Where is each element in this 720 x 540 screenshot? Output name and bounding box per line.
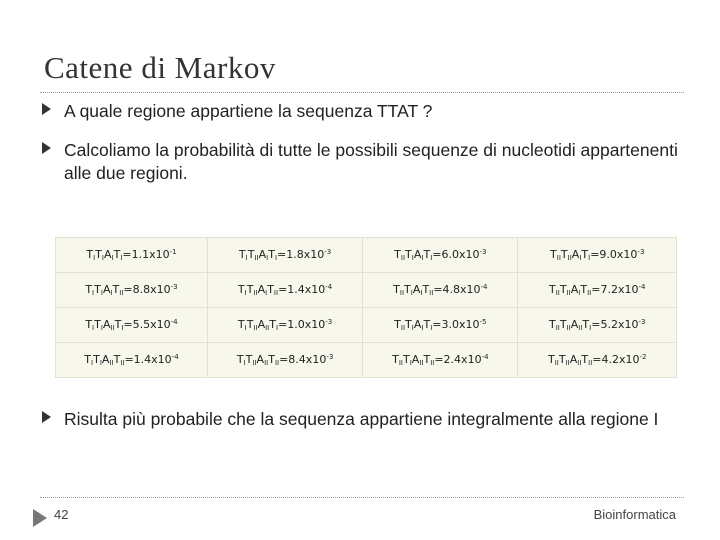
region-subscript: II: [578, 324, 583, 332]
bullet-1-text: A quale regione appartiene la sequenza TTAT ?: [64, 101, 433, 121]
region-subscript: I: [275, 324, 279, 332]
region-subscript: II: [419, 359, 424, 367]
region-subscript: II: [274, 359, 280, 367]
table-cell: [56, 238, 208, 273]
region-subscript: II: [400, 254, 406, 262]
region-subscript: II: [429, 289, 434, 297]
nucleotide: T: [268, 248, 275, 261]
nucleotide: T: [394, 248, 401, 261]
nucleotide: T: [94, 318, 101, 331]
probability-exponent: -1: [169, 248, 177, 256]
probability-exponent: -2: [639, 353, 647, 361]
nucleotide: T: [112, 283, 120, 296]
region-subscript: II: [264, 359, 269, 367]
nucleotide: A: [569, 353, 578, 366]
probability-value: =3.0x10: [432, 318, 480, 331]
nucleotide: T: [581, 353, 589, 366]
region-subscript: I: [588, 254, 591, 262]
table-cell: [363, 308, 518, 343]
table-cell: [207, 343, 362, 378]
nucleotide: T: [95, 248, 102, 261]
bullet-2: [42, 139, 682, 185]
table-cell: [518, 308, 677, 343]
table-row: [56, 308, 677, 343]
table-row: [56, 273, 677, 308]
nucleotide: T: [547, 353, 555, 366]
probability-value: =1.1x10: [122, 248, 170, 261]
table-cell: [518, 238, 677, 273]
nucleotide: T: [84, 353, 92, 366]
probability-exponent: -4: [638, 283, 646, 291]
nucleotide: T: [558, 353, 566, 366]
region-subscript: II: [556, 254, 561, 262]
region-subscript: II: [567, 254, 572, 262]
probability-exponent: -3: [170, 283, 178, 291]
region-subscript: I: [244, 324, 247, 332]
nucleotide: T: [267, 283, 274, 296]
probability-exponent: -3: [324, 248, 332, 256]
probability-exponent: -3: [325, 318, 333, 326]
region-subscript: I: [421, 324, 424, 332]
nucleotide: A: [570, 318, 579, 331]
region-subscript: I: [411, 324, 414, 332]
region-subscript: II: [555, 324, 560, 332]
region-subscript: II: [555, 289, 560, 297]
probability-exponent: -4: [170, 318, 178, 326]
region-subscript: I: [579, 254, 582, 262]
nucleotide: T: [94, 283, 101, 296]
nucleotide: A: [257, 318, 266, 331]
nucleotide: A: [257, 283, 266, 296]
nucleotide: T: [393, 283, 400, 296]
region-subscript: II: [120, 359, 125, 367]
region-subscript: II: [565, 359, 570, 367]
probability-value: =1.4x10: [278, 283, 326, 296]
nucleotide: T: [559, 283, 567, 296]
nucleotide: T: [423, 248, 431, 261]
bullet-arrow-icon: [42, 142, 51, 154]
region-subscript: II: [577, 359, 582, 367]
table-cell: [207, 308, 362, 343]
nucleotide: A: [102, 283, 111, 296]
bullet-2-text: Calcoliamo la probabilità di tutte le possibili sequenze di nucleotidi appartenenti alle due regioni.: [64, 140, 678, 183]
probability-exponent: -4: [325, 283, 333, 291]
probability-exponent: -5: [479, 318, 487, 326]
course-name: Bioinformatica: [593, 507, 676, 522]
probability-exponent: -4: [480, 283, 488, 291]
nucleotide: T: [549, 283, 556, 296]
probability-value: =1.8x10: [277, 248, 325, 261]
region-subscript: I: [409, 359, 412, 367]
probability-value: =7.2x10: [591, 283, 639, 296]
nucleotide: T: [560, 248, 568, 261]
nucleotide: T: [245, 353, 253, 366]
nucleotide: A: [413, 318, 422, 331]
region-subscript: I: [100, 324, 103, 332]
probability-value: =1.4x10: [124, 353, 172, 366]
region-subscript: I: [410, 289, 413, 297]
nucleotide: T: [85, 283, 93, 296]
probability-value: =8.8x10: [123, 283, 171, 296]
nucleotide: A: [570, 283, 579, 296]
region-subscript: I: [274, 254, 278, 262]
region-subscript: I: [589, 324, 592, 332]
bullet-3: [42, 408, 682, 431]
region-subscript: II: [398, 359, 403, 367]
probability-value: =2.4x10: [434, 353, 482, 366]
nucleotide: T: [236, 353, 244, 366]
probability-exponent: -3: [638, 318, 646, 326]
region-subscript: II: [254, 254, 259, 262]
nucleotide: T: [559, 318, 567, 331]
bullet-arrow-icon: [42, 411, 51, 423]
region-subscript: II: [554, 359, 559, 367]
page-number: 42: [54, 507, 69, 522]
bullet-3-text: Risulta più probabile che la sequenza appartiene integralmente alla regione I: [64, 409, 659, 429]
nucleotide: T: [581, 248, 589, 261]
nucleotide: T: [423, 318, 431, 331]
probability-exponent: -3: [326, 353, 334, 361]
nucleotide: T: [550, 248, 557, 261]
nucleotide: T: [238, 248, 246, 261]
slide-title: Catene di Markov: [44, 50, 276, 85]
region-subscript: II: [265, 324, 270, 332]
nucleotide: T: [85, 318, 93, 331]
region-subscript: I: [110, 289, 113, 297]
bullet-arrow-icon: [42, 103, 51, 115]
region-subscript: I: [244, 289, 247, 297]
nucleotide: T: [422, 283, 430, 296]
table-cell: [518, 343, 677, 378]
region-subscript: I: [92, 324, 95, 332]
bullet-1: [42, 100, 682, 123]
nucleotide: T: [247, 248, 255, 261]
nucleotide: T: [404, 283, 411, 296]
region-subscript: I: [120, 254, 123, 262]
table-cell: [56, 308, 208, 343]
region-subscript: I: [420, 289, 423, 297]
region-subscript: II: [253, 289, 258, 297]
table-row: [56, 238, 677, 273]
probability-exponent: -4: [481, 353, 489, 361]
nucleotide: T: [268, 353, 275, 366]
probability-value: =8.4x10: [279, 353, 327, 366]
region-subscript: I: [266, 254, 269, 262]
nucleotide: T: [392, 353, 399, 366]
region-subscript: II: [430, 359, 435, 367]
nucleotide: A: [103, 248, 112, 261]
region-subscript: II: [587, 289, 592, 297]
region-subscript: II: [566, 289, 571, 297]
nucleotide: A: [102, 318, 111, 331]
nucleotide: T: [113, 248, 121, 261]
region-subscript: II: [399, 289, 405, 297]
region-subscript: II: [588, 359, 593, 367]
region-subscript: II: [252, 359, 257, 367]
region-subscript: I: [430, 324, 433, 332]
region-subscript: I: [91, 359, 94, 367]
probability-value: =9.0x10: [590, 248, 638, 261]
nucleotide: A: [256, 353, 265, 366]
region-subscript: I: [111, 254, 114, 262]
nucleotide: A: [101, 353, 110, 366]
region-subscript: II: [119, 289, 124, 297]
region-subscript: II: [109, 359, 114, 367]
probability-value: =5.2x10: [591, 318, 639, 331]
region-subscript: I: [578, 289, 581, 297]
nucleotide: T: [582, 318, 590, 331]
region-subscript: II: [110, 324, 115, 332]
probability-exponent: -3: [637, 248, 645, 256]
region-subscript: I: [245, 254, 248, 262]
probability-value: =4.2x10: [592, 353, 640, 366]
region-subscript: II: [253, 324, 258, 332]
nucleotide: T: [93, 353, 100, 366]
probability-value: =4.8x10: [433, 283, 481, 296]
probability-value: =6.0x10: [432, 248, 480, 261]
region-subscript: I: [92, 289, 95, 297]
nucleotide: A: [258, 248, 267, 261]
table-row: [56, 343, 677, 378]
nucleotide: T: [549, 318, 556, 331]
region-subscript: I: [430, 254, 433, 262]
table-cell: [518, 273, 677, 308]
nucleotide: T: [246, 283, 254, 296]
table-cell: [56, 273, 208, 308]
nucleotide: T: [580, 283, 588, 296]
nucleotide: T: [114, 318, 122, 331]
table-cell: [56, 343, 208, 378]
region-subscript: I: [421, 254, 424, 262]
nucleotide: A: [413, 248, 422, 261]
nucleotide: A: [571, 248, 580, 261]
nucleotide: T: [86, 248, 94, 261]
table-cell: [207, 273, 362, 308]
probability-value: =1.0x10: [278, 318, 326, 331]
region-subscript: I: [265, 289, 268, 297]
nucleotide: T: [237, 318, 245, 331]
nucleotide: T: [237, 283, 245, 296]
footer-marker-icon: [33, 509, 47, 527]
nucleotide: T: [269, 318, 276, 331]
nucleotide: A: [411, 353, 420, 366]
nucleotide: T: [405, 318, 412, 331]
region-subscript: I: [101, 254, 104, 262]
table-cell: [363, 343, 518, 378]
nucleotide: A: [412, 283, 421, 296]
region-subscript: I: [411, 254, 414, 262]
region-subscript: I: [121, 324, 124, 332]
nucleotide: T: [394, 318, 401, 331]
nucleotide: T: [423, 353, 431, 366]
region-subscript: II: [566, 324, 571, 332]
region-subscript: I: [93, 254, 96, 262]
probability-table: [55, 237, 677, 378]
probability-exponent: -4: [171, 353, 179, 361]
probability-value: =5.5x10: [123, 318, 171, 331]
probability-exponent: -3: [479, 248, 487, 256]
nucleotide: T: [405, 248, 412, 261]
region-subscript: I: [243, 359, 246, 367]
region-subscript: II: [273, 289, 279, 297]
region-subscript: I: [99, 359, 102, 367]
nucleotide: T: [113, 353, 121, 366]
region-subscript: I: [100, 289, 103, 297]
footer-divider: [40, 497, 684, 498]
region-subscript: II: [400, 324, 406, 332]
table-cell: [363, 273, 518, 308]
table-cell: [363, 238, 518, 273]
nucleotide: T: [246, 318, 254, 331]
nucleotide: T: [402, 353, 410, 366]
table-cell: [207, 238, 362, 273]
title-divider: [40, 92, 684, 93]
